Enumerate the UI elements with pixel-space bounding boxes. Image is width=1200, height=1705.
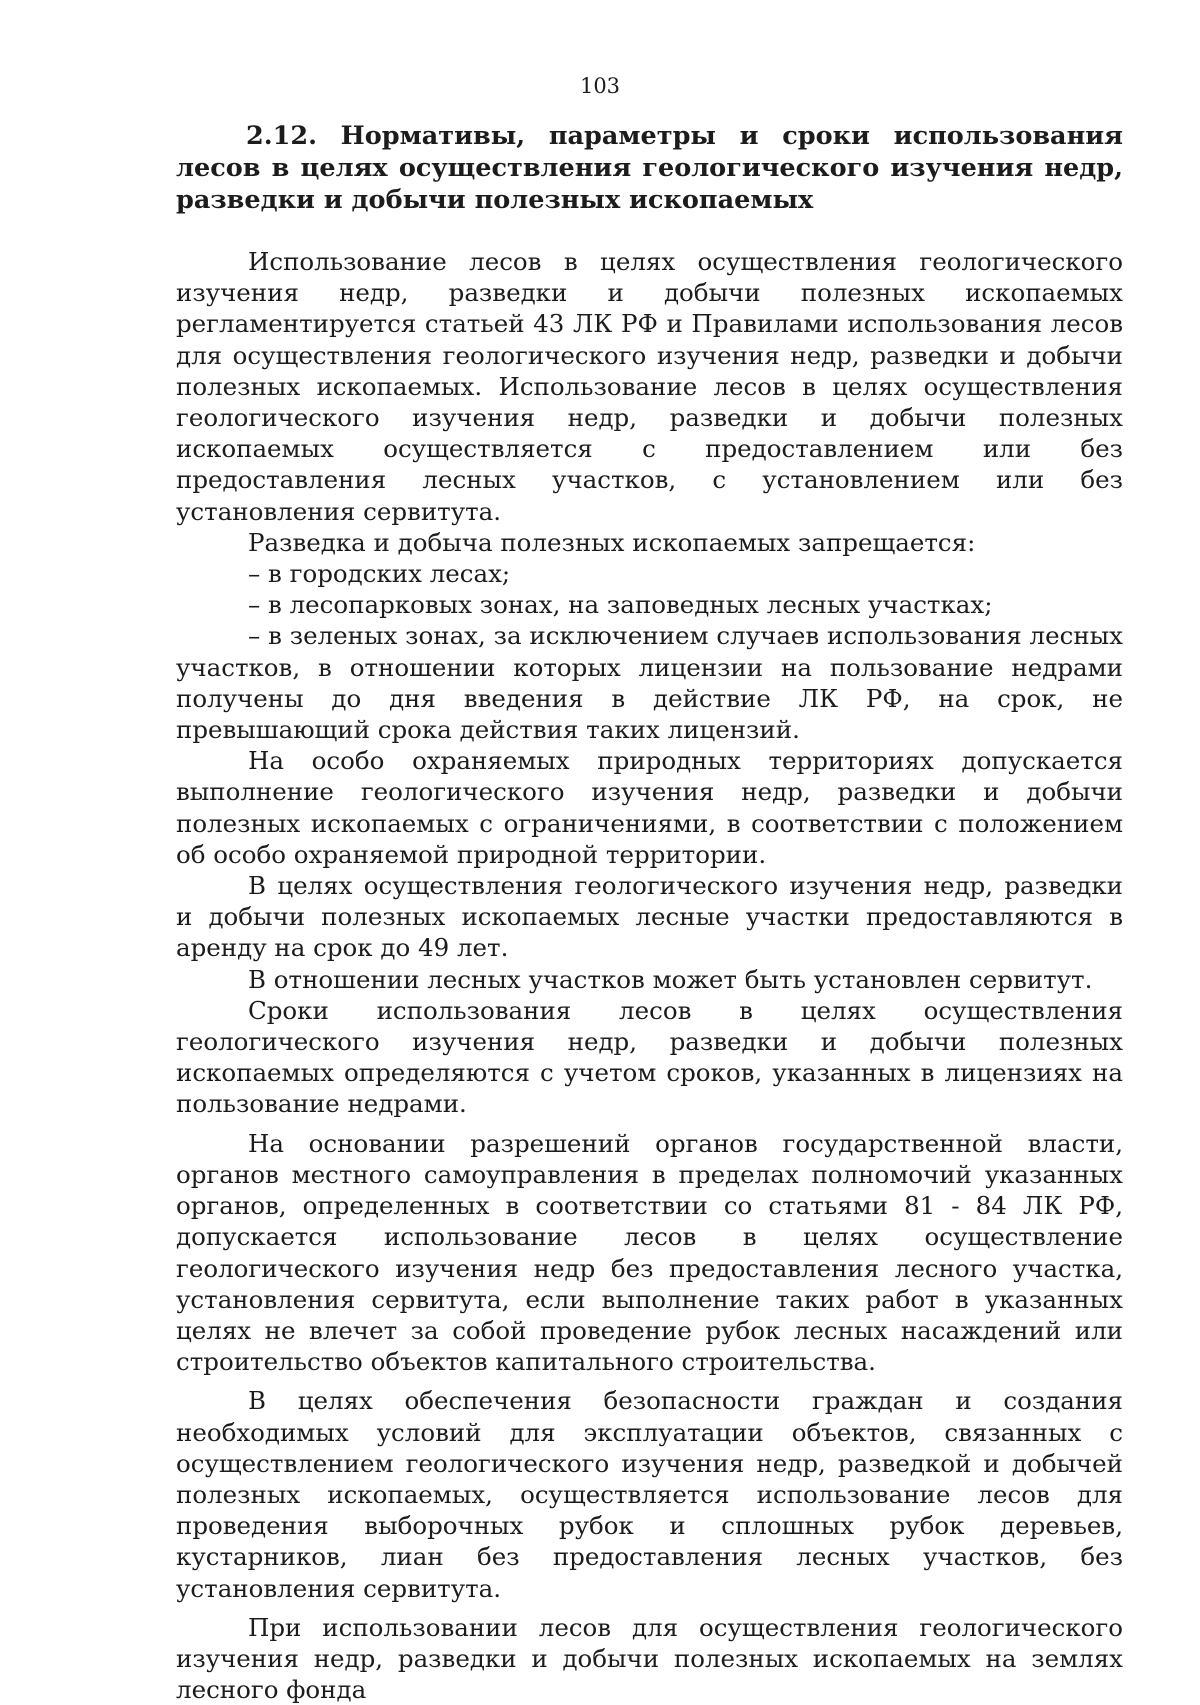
list-item-green-zones: – в зеленых зонах, за исключением случаев использования лесных участков, в отношении которых лицензии на пользование недрами получены до дня введения в действие ЛК РФ, на срок, не превышающий срока действия таких лицензий.	[176, 621, 1123, 745]
paragraph-servitude: В отношении лесных участков может быть установлен сервитут.	[248, 964, 1093, 994]
paragraph-prohibition-intro: Разведка и добыча полезных ископаемых запрещается:	[248, 527, 976, 557]
list-item-forest-park-zones: – в лесопарковых зонах, на заповедных лесных участках;	[248, 590, 993, 620]
paragraph-forest-use-regulation: Использование лесов в целях осуществления геологического изучения недр, разведки и добычи полезных ископаемых регламентируется статьей 43 ЛК РФ и Правилами использования лесов для осуществления геологического изучения недр, разведки и добычи полезных ископаемых. Использование лесов в целях осуществления геологического изучения недр, разведки и добычи полезных ископаемых осуществляется с предоставлением или без предоставления лесных участков, с установлением или без установления сервитута.	[176, 247, 1123, 526]
paragraph-safety-cuttings: В целях обеспечения безопасности граждан и создания необходимых условий для эксплуатации объектов, связанных с осуществлением геологического изучения недр, разведкой и добычей полезных ископаемых, осуществляется использование лесов для проведения выборочных рубок и сплошных рубок деревьев, кустарников, лиан без предоставления лесных участков, без установления сервитута.	[176, 1386, 1123, 1603]
paragraph-use-terms: Сроки использования лесов в целях осуществления геологического изучения недр, разведки и добычи полезных ископаемых определяются с учетом сроков, указанных в лицензиях на пользование недрами.	[176, 995, 1123, 1119]
paragraph-permissions: На основании разрешений органов государственной власти, органов местного самоуправления в пределах полномочий указанных органов, определенных в соответствии со статьями 81 - 84 ЛК РФ, допускается использование лесов в целях осуществление геологического изучения недр без предоставления лесного участка, установления сервитута, если выполнение таких работ в указанных целях не влечет за собой проведение рубок лесных насаждений или строительство объектов капитального строительства.	[176, 1128, 1123, 1377]
list-item-city-forests: – в городских лесах;	[248, 559, 511, 589]
page-content	[176, 120, 1123, 1705]
page-number: 103	[579, 74, 621, 98]
paragraph-forest-fund-lands: При использовании лесов для осуществления геологического изучения недр, разведки и добычи полезных ископаемых на землях лесного фонда	[176, 1612, 1123, 1705]
paragraph-protected-territories: На особо охраняемых природных территориях допускается выполнение геологического изучения недр, разведки и добычи полезных ископаемых с ограничениями, в соответствии с положением об особо охраняемой природной территории.	[176, 746, 1123, 869]
section-heading: 2.12. Нормативы, параметры и сроки использования лесов в целях осуществления геологического изучения недр, разведки и добычи полезных ископаемых	[176, 121, 1123, 215]
paragraph-lease-term: В целях осуществления геологического изучения недр, разведки и добычи полезных ископаемых лесные участки предоставляются в аренду на срок до 49 лет.	[176, 871, 1123, 963]
